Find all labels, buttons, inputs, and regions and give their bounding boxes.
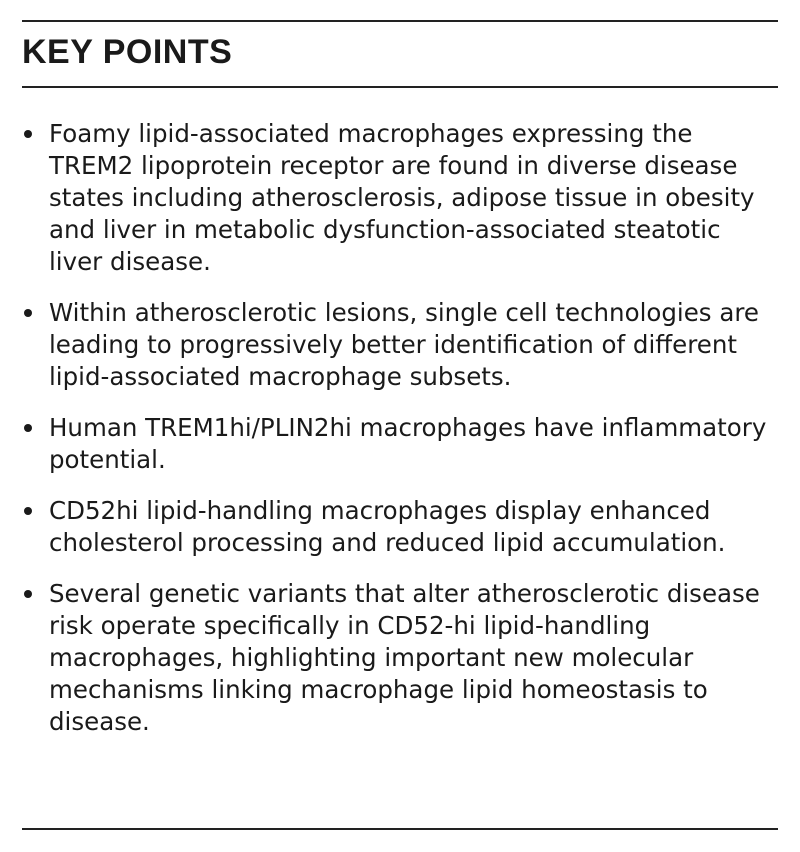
bullet-icon (24, 424, 32, 432)
bullet-icon (24, 130, 32, 138)
key-point-1 (22, 118, 778, 278)
key-point-text: Several genetic variants that alter atherosclerotic disease risk operate specifically in CD52-hi lipid-handling macrophages, highlighting important new molecular mechanisms linking macrophage lipid homeostasis to disease. (49, 579, 760, 736)
key-point-4 (22, 495, 778, 559)
bottom-rule (22, 828, 778, 830)
top-rule (22, 20, 778, 22)
bullet-icon (24, 590, 32, 598)
key-points-box (22, 0, 778, 852)
key-point-text: CD52hi lipid-handling macrophages display enhanced cholesterol processing and reduced lipid accumulation. (49, 496, 726, 557)
key-point-text: Human TREM1hi/PLIN2hi macrophages have inflammatory potential. (49, 413, 767, 474)
key-points-heading: KEY POINTS (22, 33, 233, 71)
key-point-text: Within atherosclerotic lesions, single cell technologies are leading to progressively better identification of different lipid-associated macrophage subsets. (49, 298, 759, 391)
key-point-5 (22, 578, 778, 738)
key-point-3 (22, 412, 778, 476)
bullet-icon (24, 309, 32, 317)
key-points-list (22, 118, 778, 757)
heading-rule (22, 86, 778, 88)
bullet-icon (24, 507, 32, 515)
key-point-2 (22, 297, 778, 393)
key-point-text: Foamy lipid-associated macrophages expressing the TREM2 lipoprotein receptor are found in diverse disease states including atherosclerosis, adipose tissue in obesity and liver in metabolic dysfunction-associated steatotic liver disease. (49, 119, 755, 276)
